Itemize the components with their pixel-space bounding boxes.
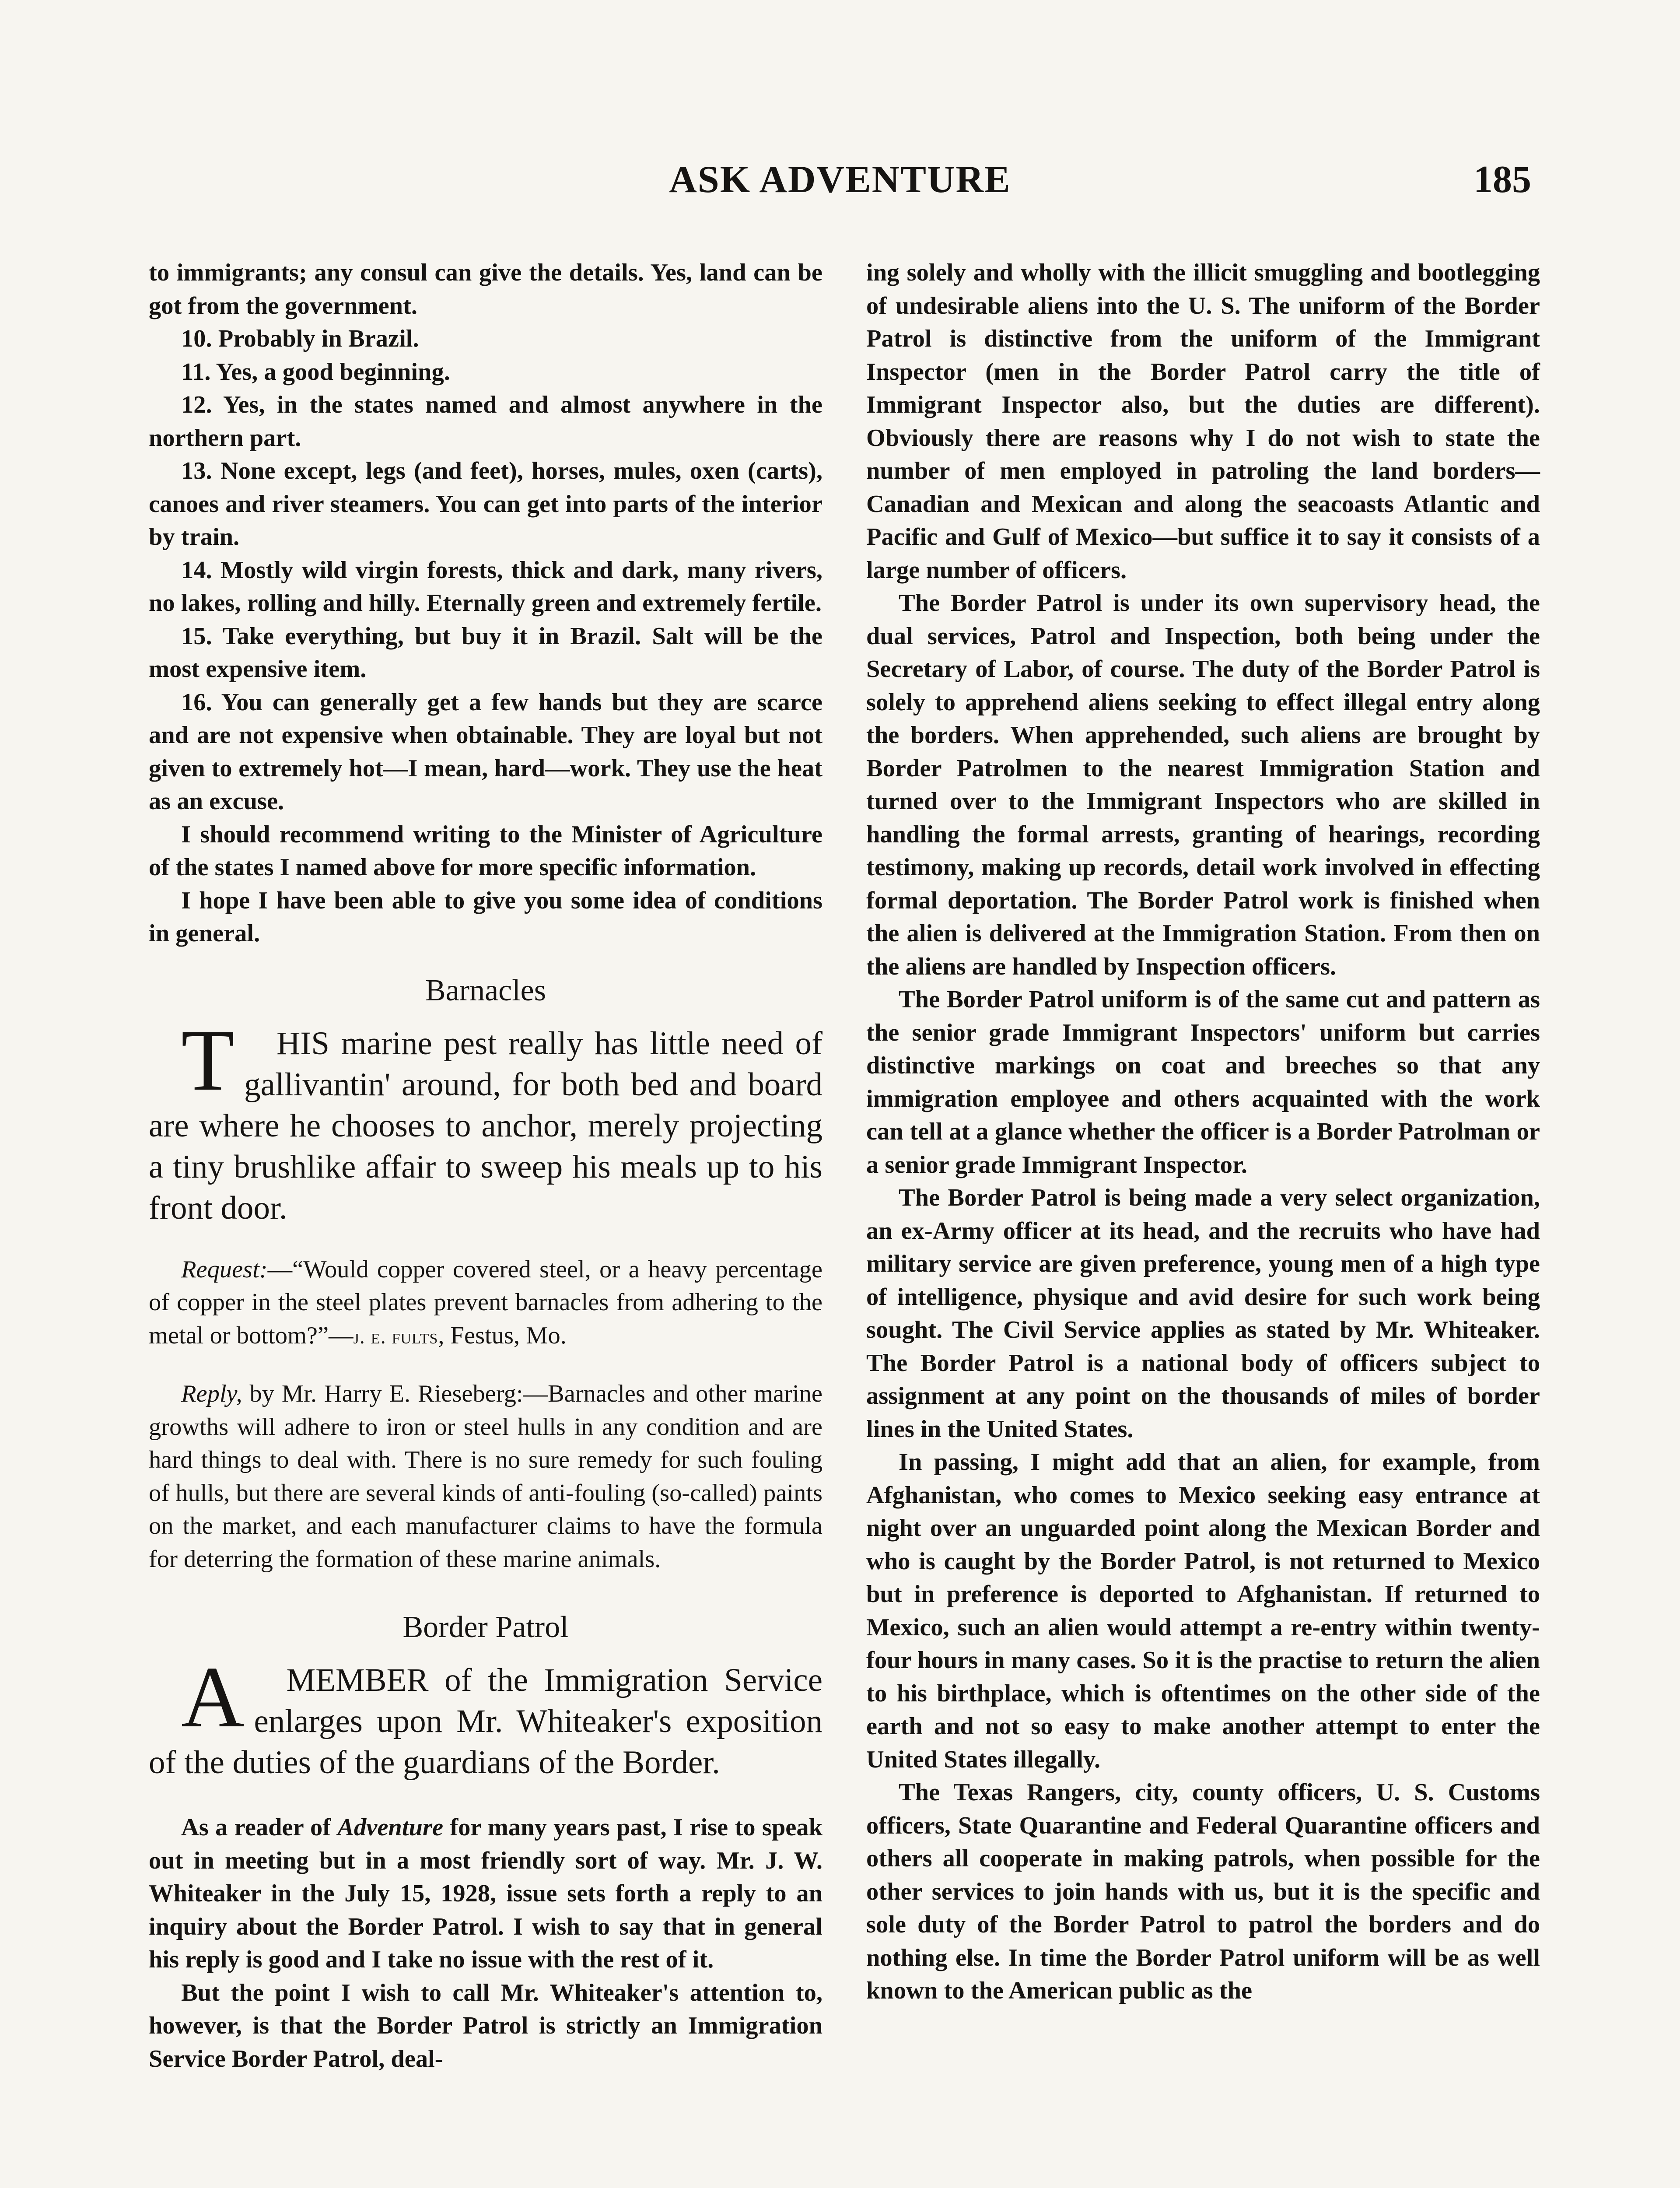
answer-item-16: 16. You can generally get a few hands but they are scarce and are not expensive when obtainable. They are loyal but not given to extremely hot—I mean, hard—work. They use the heat as an excuse. <box>149 688 822 815</box>
page-number: 185 <box>1474 158 1531 201</box>
running-head <box>149 158 1531 214</box>
section-intro <box>149 1649 822 1783</box>
section-intro <box>149 1012 822 1229</box>
magazine-name: Adventure <box>337 1814 444 1841</box>
text-run: for many years past, I rise to speak out in meeting but in a most friendly sort of way. Mr. J. W. Whiteaker in the July 15, 1928, issue sets forth a reply to an inquiry about the Border Patrol. I wish to say that in general his reply is good and I take no issue with the rest of it. <box>149 1814 822 1973</box>
request-author: j. e. fults <box>353 1325 438 1348</box>
page-header-title: ASK ADVENTURE <box>669 158 1011 201</box>
drop-cap: T <box>181 1012 235 1109</box>
answer-item-15: 15. Take everything, but buy it in Brazil. Salt will be the most expensive item. <box>149 622 822 683</box>
letter-paragraph: But the point I wish to call Mr. Whiteaker's attention to, however, is that the Border Patrol is strictly an Immigration Service Border Patrol, deal- <box>149 1979 822 2072</box>
paragraph: I hope I have been able to give you some idea of conditions in general. <box>149 887 822 947</box>
letter-paragraph: The Border Patrol is under its own supervisory head, the dual services, Patrol and Inspection, both being under the Secretary of Labor, of course. The duty of the Border Patrol is solely to apprehend aliens seeking to effect illegal entry along the borders. When apprehended, such aliens are brought by Border Patrolmen to the nearest Immigration Station and turned over to the Immigrant Inspectors who are skilled in handling the formal arrests, granting of hearings, recording testimony, making up records, detail work involved in effecting formal deportation. The Border Patrol work is finished when the alien is delivered at the Immigration Station. From then on the aliens are handled by Inspection officers. <box>866 589 1540 980</box>
reply-paragraph <box>149 1378 822 1576</box>
letter-paragraph: The Border Patrol is being made a very select organization, an ex-Army officer at its head, and the recruits who have had military service are given preference, young men of a high type of intelligence, physique and avid desire for such work being sought. The Civil Service applies as stated by Mr. Whiteaker. The Border Patrol is a national body of officers subject to assignment at any point on the thousands of miles of border lines in the United States. <box>866 1184 1540 1443</box>
right-column <box>866 256 1540 2008</box>
intro-text: HIS marine pest really has little need of gallivantin' around, for both bed and board are where he chooses to anchor, merely projecting a tiny brushlike affair to sweep his meals up to his front door. <box>149 1025 822 1226</box>
answer-item-11: 11. Yes, a good beginning. <box>181 358 450 386</box>
reply-label: Reply, <box>181 1380 242 1407</box>
answer-item-13: 13. None except, legs (and feet), horses, mules, oxen (carts), canoes and river steamers. You can get into parts of the interior by train. <box>149 457 822 551</box>
request-label: Request: <box>181 1255 268 1283</box>
answer-item-14: 14. Mostly wild virgin forests, thick and dark, many rivers, no lakes, rolling and hilly. Eternally green and extremely fertile. <box>149 556 822 617</box>
request-place: , Festus, Mo. <box>438 1322 567 1349</box>
letter-paragraph <box>149 1811 822 1977</box>
request-paragraph <box>149 1253 822 1353</box>
intro-text: MEMBER of the Immigration Service enlarges upon Mr. Whiteaker's exposition of the duties of the guardians of the Border. <box>149 1662 822 1781</box>
drop-cap: A <box>181 1649 245 1746</box>
section-heading-border-patrol: Border Patrol <box>402 1610 569 1644</box>
request-text: —“Would copper covered steel, or a heavy percentage of copper in the steel plates prevent barnacles from adhering to the metal or bottom?”— <box>149 1255 822 1349</box>
paragraph: I should recommend writing to the Minister of Agriculture of the states I named above for more specific information. <box>149 820 822 881</box>
letter-paragraph: The Texas Rangers, city, county officers, U. S. Customs officers, State Quarantine and Federal Quarantine officers and others all cooperate in making patrols, when possible for the other services to join hands with us, but it is the specific and sole duty of the Border Patrol to patrol the borders and do nothing else. In time the Border Patrol uniform will be as well known to the American public as the <box>866 1779 1540 2004</box>
left-column <box>149 256 822 2076</box>
section-heading-barnacles: Barnacles <box>425 973 546 1007</box>
text-run: As a reader of <box>181 1814 338 1841</box>
paragraph: to immigrants; any consul can give the details. Yes, land can be got from the government. <box>149 259 822 319</box>
reply-text: by Mr. Harry E. Rieseberg:—Barnacles and other marine growths will adhere to iron or steel hulls in any condition and are hard things to deal with. There is no sure remedy for such fouling of hulls, but there are several kinds of anti-fouling (so-called) paints on the market, and each manufacturer claims to have the formula for deterring the formation of these marine animals. <box>149 1380 822 1573</box>
letter-paragraph: ing solely and wholly with the illicit smuggling and bootlegging of undesirable aliens into the U. S. The uniform of the Border Patrol is distinctive from the uniform of the Immigrant Inspector (men in the Border Patrol carry the title of Immigrant Inspector also, but the duties are different). Obviously there are reasons why I do not wish to state the number of men employed in patroling the land borders—Canadian and Mexican and along the seacoasts Atlantic and Pacific and Gulf of Mexico—but suffice it to say it consists of a large number of officers. <box>866 259 1540 584</box>
letter-paragraph: In passing, I might add that an alien, for example, from Afghanistan, who comes to Mexico seeking easy entrance at night over an unguarded point along the Mexican Border and who is caught by the Border Patrol, is not returned to Mexico but in preference is deported to Afghanistan. If returned to Mexico, such an alien would attempt a re-entry within twenty-four hours in many cases. So it is the practise to return the alien to his birthplace, which is oftentimes on the other side of the earth and not so easy to make another attempt to enter the United States illegally. <box>866 1448 1540 1773</box>
answer-item-12: 12. Yes, in the states named and almost anywhere in the northern part. <box>149 391 822 452</box>
answer-item-10: 10. Probably in Brazil. <box>181 325 419 352</box>
letter-paragraph: The Border Patrol uniform is of the same cut and pattern as the senior grade Immigrant Inspectors' uniform but carries distinctive markings on coat and breeches so that any immigration employee and others acquainted with the work can tell at a glance whether the officer is a Border Patrolman or a senior grade Immigrant Inspector. <box>866 986 1540 1178</box>
